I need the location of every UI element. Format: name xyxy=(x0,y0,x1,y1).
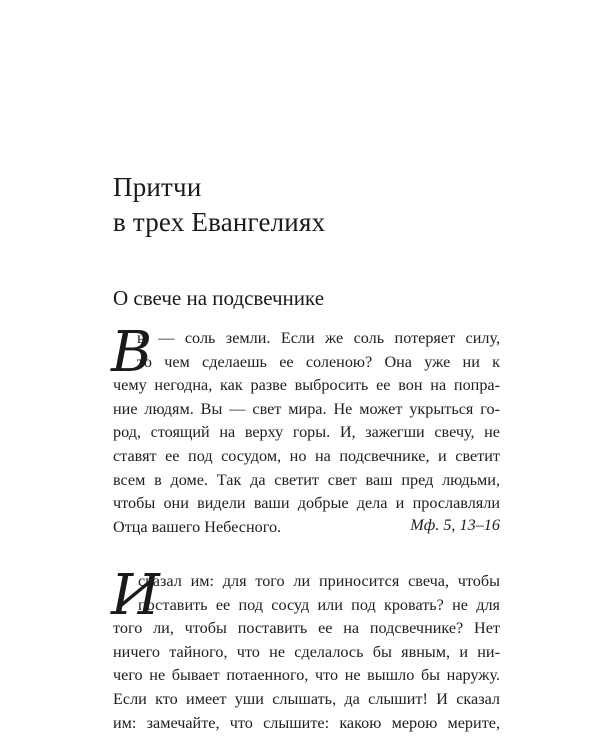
paragraph-1 xyxy=(111,320,500,539)
text-line: род, стоящий на верху горы. И, зажегши свечу, не xyxy=(113,423,500,442)
text-line: ставят ее под сосудом, но на подсвечнике, и светит xyxy=(113,446,500,465)
text-line: Если кто имеет уши слышать, да слышит! И сказал xyxy=(113,689,500,708)
chapter-title-line-1: Притчи xyxy=(113,172,202,202)
section-title: О свече на подсвечнике xyxy=(113,286,325,310)
text-line: чему негодна, как разве выбросить ее вон на попра- xyxy=(113,376,500,395)
text-line: чего не бывает потаенного, что не вышло бы наружу. xyxy=(113,666,500,685)
text-line: поставить ее под сосуд или под кровать? не для xyxy=(138,595,500,614)
scripture-reference: Мф. 5, 13–16 xyxy=(410,516,500,534)
text-line: чтобы они видели ваши добрые дела и прославляли xyxy=(113,494,500,513)
text-line: ничего тайного, что не сделалось бы явным, и ни- xyxy=(113,642,500,661)
text-line: Отца вашего Небесного. xyxy=(113,517,282,536)
chapter-title-line-2: в трех Евангелиях xyxy=(113,207,326,237)
text-line: ы — соль земли. Если же соль потеряет силу, xyxy=(137,329,500,347)
chapter-title xyxy=(113,170,513,240)
text-line: всем в доме. Так да светит свет ваш пред людьми, xyxy=(113,470,500,489)
paragraph-2 xyxy=(111,563,500,735)
text-line: им: замечайте, что слышите: какою мерою мерите, xyxy=(113,713,500,732)
text-line: то чем сделаешь ее соленою? Она уже ни к xyxy=(137,352,500,371)
drop-cap: И xyxy=(111,563,160,628)
text-line: сказал им: для того ли приносится свеча, чтобы xyxy=(138,572,500,590)
text-line: того ли, чтобы поставить ее на подсвечнике? Нет xyxy=(113,619,500,638)
text-line: ние людям. Вы — свет мира. Не может укрыться го- xyxy=(113,399,500,418)
drop-cap: В xyxy=(111,320,153,385)
